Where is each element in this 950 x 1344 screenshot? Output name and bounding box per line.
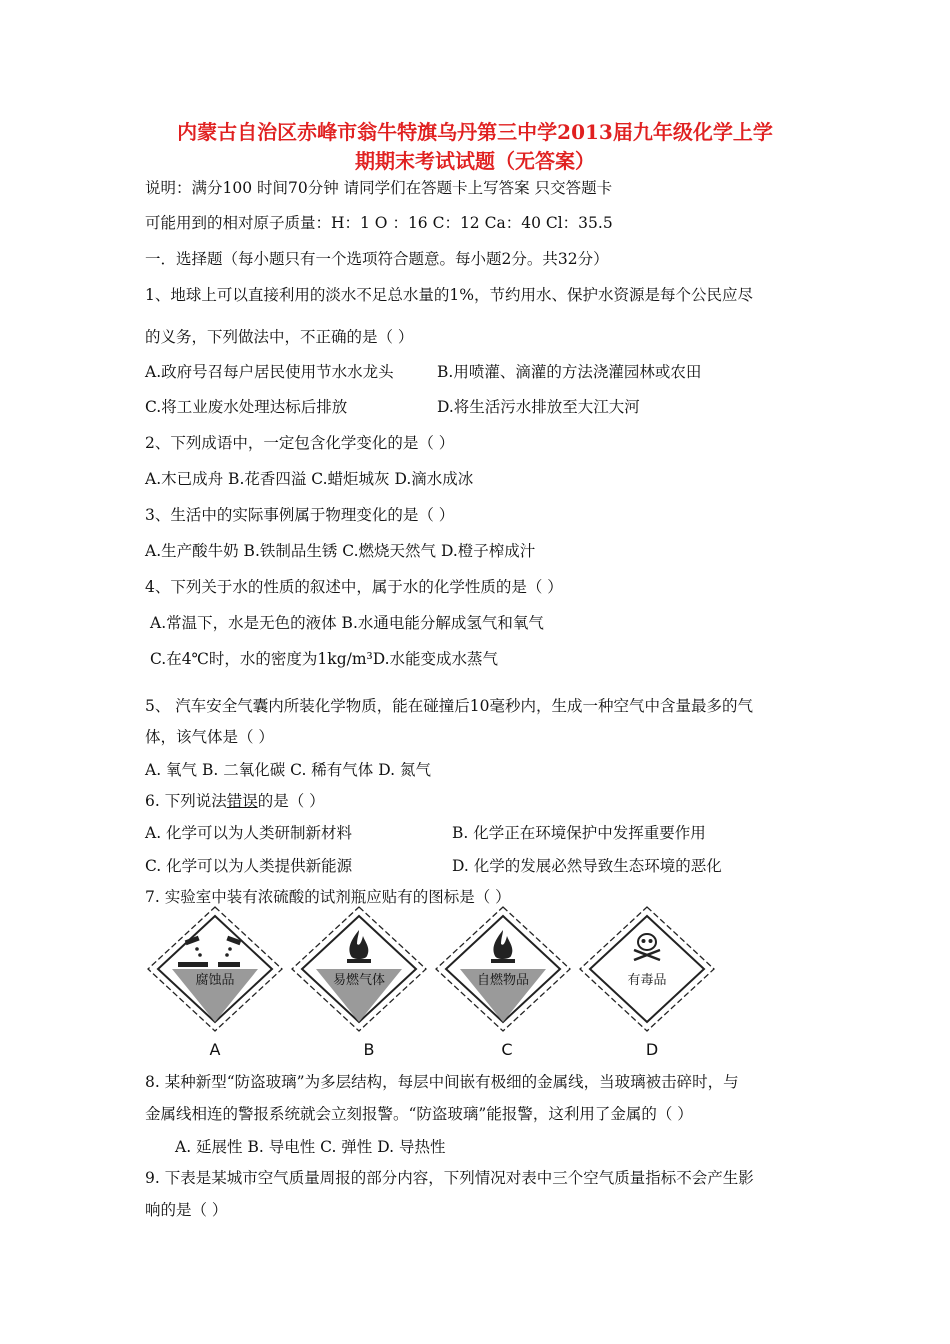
q3-options: A.生产酸牛奶 B.铁制品生锈 C.燃烧天然气 D.橙子榨成汁 [145,542,536,560]
q7-stem: 7. 实验室中装有浓硫酸的试剂瓶应贴有的图标是（ ） [145,888,511,906]
q9-stem-line-2: 响的是（ ） [145,1201,228,1219]
q2-stem: 2、下列成语中，一定包含化学变化的是（ ） [145,434,455,452]
q6-stem-emphasis: 错误 [226,792,258,810]
q1-option-d: D.将生活污水排放至大江大河 [437,398,640,416]
q1-stem-line-1: 1、地球上可以直接利用的淡水不足总水量的1%，节约用水、保护水资源是每个公民应尽 [145,286,753,304]
q5-stem-line-1: 5、 汽车安全气囊内所装化学物质，能在碰撞后10毫秒内，生成一种空气中含量最多的气 [145,697,754,715]
q4-options-cd: C.在4℃时，水的密度为1kg/m³D.水能变成水蒸气 [150,650,499,668]
q4-options-ab: A.常温下，水是无色的液体 B.水通电能分解成氢气和氧气 [150,614,544,632]
hazard-sign-d [577,904,717,1034]
title-line-1: 内蒙古自治区赤峰市翁牛特旗乌丹第三中学2013届九年级化学上学 [177,120,773,144]
q6-stem-prefix: 6. 下列说法 [145,792,227,810]
q5-stem-line-2: 体，该气体是（ ） [145,728,274,746]
q1-option-b: B.用喷灌、滴灌的方法浇灌园林或农田 [437,363,702,381]
q6-option-b: B. 化学正在环境保护中发挥重要作用 [452,824,706,842]
sign-a-letter: A [209,1040,221,1059]
document-title [140,118,810,176]
q8-stem-line-1: 8. 某种新型“防盗玻璃”为多层结构，每层中间嵌有极细的金属线，当玻璃被击碎时，与 [145,1073,739,1091]
q4-stem: 4、下列关于水的性质的叙述中，属于水的化学性质的是（ ） [145,578,563,596]
hazard-sign-a [145,904,285,1034]
q1-option-a: A.政府号召每户居民使用节水水龙头 [145,363,394,381]
exam-note: 说明：满分100 时间70分钟 请同学们在答题卡上写答案 只交答题卡 [145,179,613,197]
q6-stem [145,791,325,811]
q2-options: A.木已成舟 B.花香四溢 C.蜡炬城灰 D.滴水成冰 [145,470,474,488]
q6-option-c: C. 化学可以为人类提供新能源 [145,857,353,875]
hazard-sign-b [289,904,429,1034]
q1-stem-line-2: 的义务，下列做法中，不正确的是（ ） [145,328,414,346]
q8-options: A. 延展性 B. 导电性 C. 弹性 D. 导热性 [175,1138,446,1156]
q5-options: A. 氧气 B. 二氧化碳 C. 稀有气体 D. 氮气 [145,761,431,779]
sign-c-label: 自燃物品 [476,973,530,988]
atomic-masses: 可能用到的相对原子质量：H：1 O ：16 C：12 Ca：40 Cl：35.5 [145,214,613,232]
sign-b-letter: B [363,1040,375,1059]
q3-stem: 3、生活中的实际事例属于物理变化的是（ ） [145,506,455,524]
hazard-sign-c [433,904,573,1034]
q8-stem-line-2: 金属线相连的警报系统就会立刻报警。“防盗玻璃”能报警，这利用了金属的（ ） [145,1105,693,1123]
q6-stem-suffix: 的是（ ） [257,792,325,810]
sign-d-label: 有毒品 [627,973,667,988]
sign-c-letter: C [501,1040,513,1059]
sign-a-label: 腐蚀品 [195,973,235,988]
q1-option-c: C.将工业废水处理达标后排放 [145,398,348,416]
sign-b-label: 易燃气体 [332,973,386,988]
q9-stem-line-1: 9. 下表是某城市空气质量周报的部分内容，下列情况对表中三个空气质量指标不会产生影 [145,1169,754,1187]
q6-option-d: D. 化学的发展必然导致生态环境的恶化 [452,857,722,875]
title-line-2: 期期末考试试题（无答案） [355,149,595,173]
q6-option-a: A. 化学可以为人类研制新材料 [145,824,353,842]
sign-d-letter: D [645,1040,659,1059]
section-heading: 一．选择题（每小题只有一个选项符合题意。每小题2分。共32分） [145,250,609,268]
